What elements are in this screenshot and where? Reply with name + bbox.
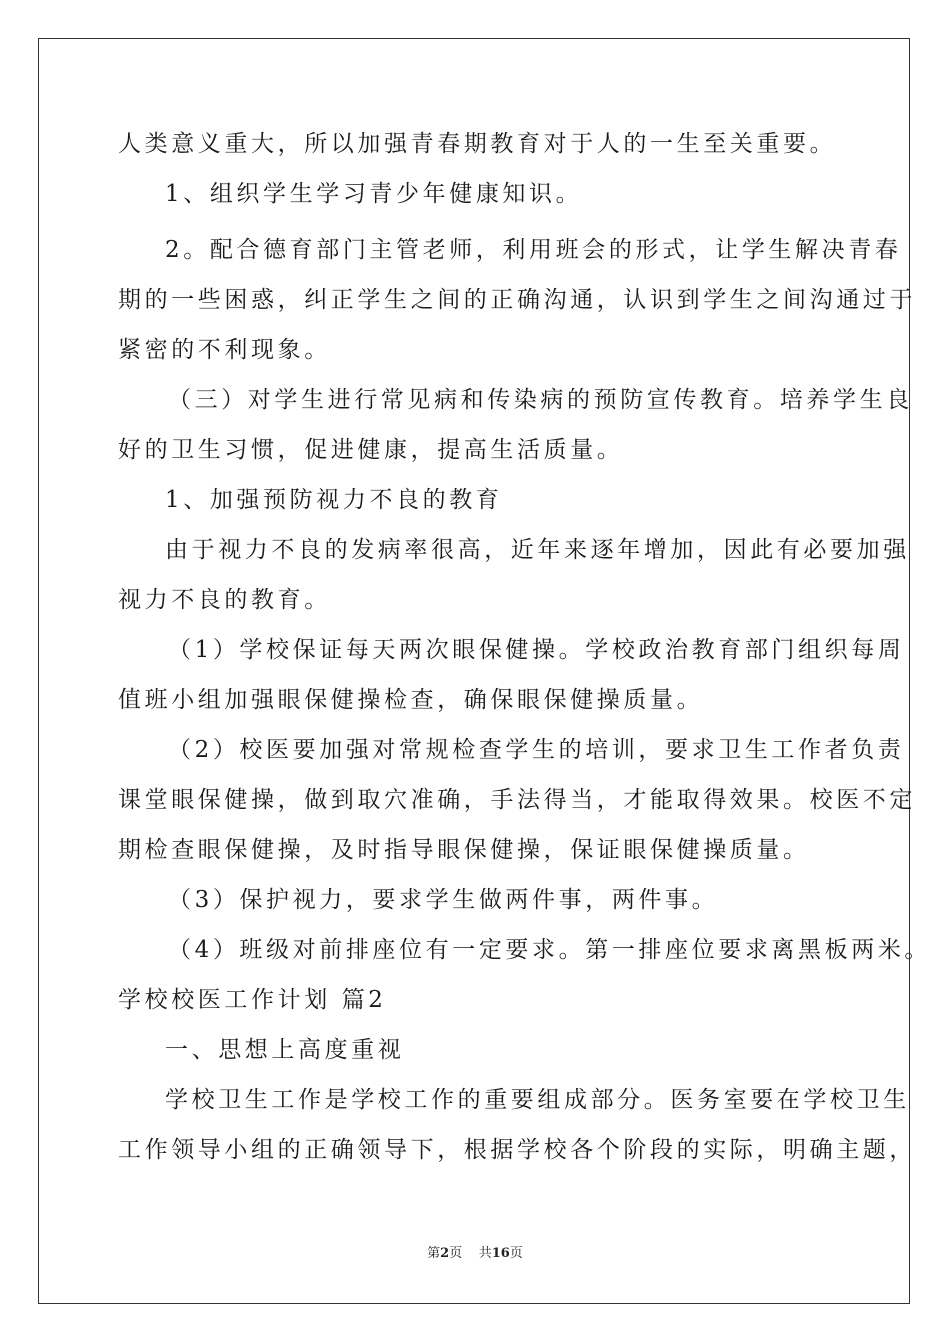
text-line: 工作领导小组的正确领导下，根据学校各个阶段的实际，明确主题，	[118, 1137, 916, 1163]
text-line: 期的一些困惑，纠正学生之间的正确沟通，认识到学生之间沟通过于	[118, 287, 916, 313]
page-number: 2	[440, 1246, 450, 1261]
total-prefix: 共	[478, 1246, 492, 1261]
page-footer	[0, 1242, 950, 1261]
text-line: 由于视力不良的发病率很高，近年来逐年增加，因此有必要加强	[165, 537, 910, 563]
text-line: 学校卫生工作是学校工作的重要组成部分。医务室要在学校卫生	[165, 1087, 910, 1113]
text-line: （3）保护视力，要求学生做两件事，两件事。	[168, 887, 719, 913]
text-line: 1、加强预防视力不良的教育	[165, 487, 503, 513]
text-line: 2。配合德育部门主管老师，利用班会的形式，让学生解决青春	[165, 237, 902, 263]
text-line: （三）对学生进行常见病和传染病的预防宣传教育。培养学生良	[168, 387, 913, 413]
total-suffix: 页	[509, 1246, 523, 1261]
text-line: 紧密的不利现象。	[118, 337, 331, 363]
text-line: 好的卫生习惯，促进健康，提高生活质量。	[118, 437, 624, 463]
page-suffix: 页	[449, 1246, 463, 1261]
text-line: 值班小组加强眼保健操检查，确保眼保健操质量。	[118, 687, 704, 713]
page-prefix: 第	[427, 1246, 441, 1261]
text-line: 期检查眼保健操，及时指导眼保健操，保证眼保健操质量。	[118, 837, 810, 863]
text-line: 1、组织学生学习青少年健康知识。	[165, 181, 583, 207]
text-line: （4）班级对前排座位有一定要求。第一排座位要求离黑板两米。	[168, 937, 932, 963]
text-line: 视力不良的教育。	[118, 587, 331, 613]
text-line: 一、思想上高度重视	[165, 1037, 405, 1063]
text-line: 课堂眼保健操，做到取穴准确，手法得当，才能取得效果。校医不定	[118, 787, 916, 813]
total-pages: 16	[491, 1246, 510, 1261]
text-line: 人类意义重大，所以加强青春期教育对于人的一生至关重要。	[118, 131, 837, 157]
text-line: （1）学校保证每天两次眼保健操。学校政治教育部门组织每周	[168, 637, 905, 663]
section-heading: 学校校医工作计划 篇2	[118, 987, 387, 1013]
text-line: （2）校医要加强对常规检查学生的培训，要求卫生工作者负责	[168, 737, 905, 763]
